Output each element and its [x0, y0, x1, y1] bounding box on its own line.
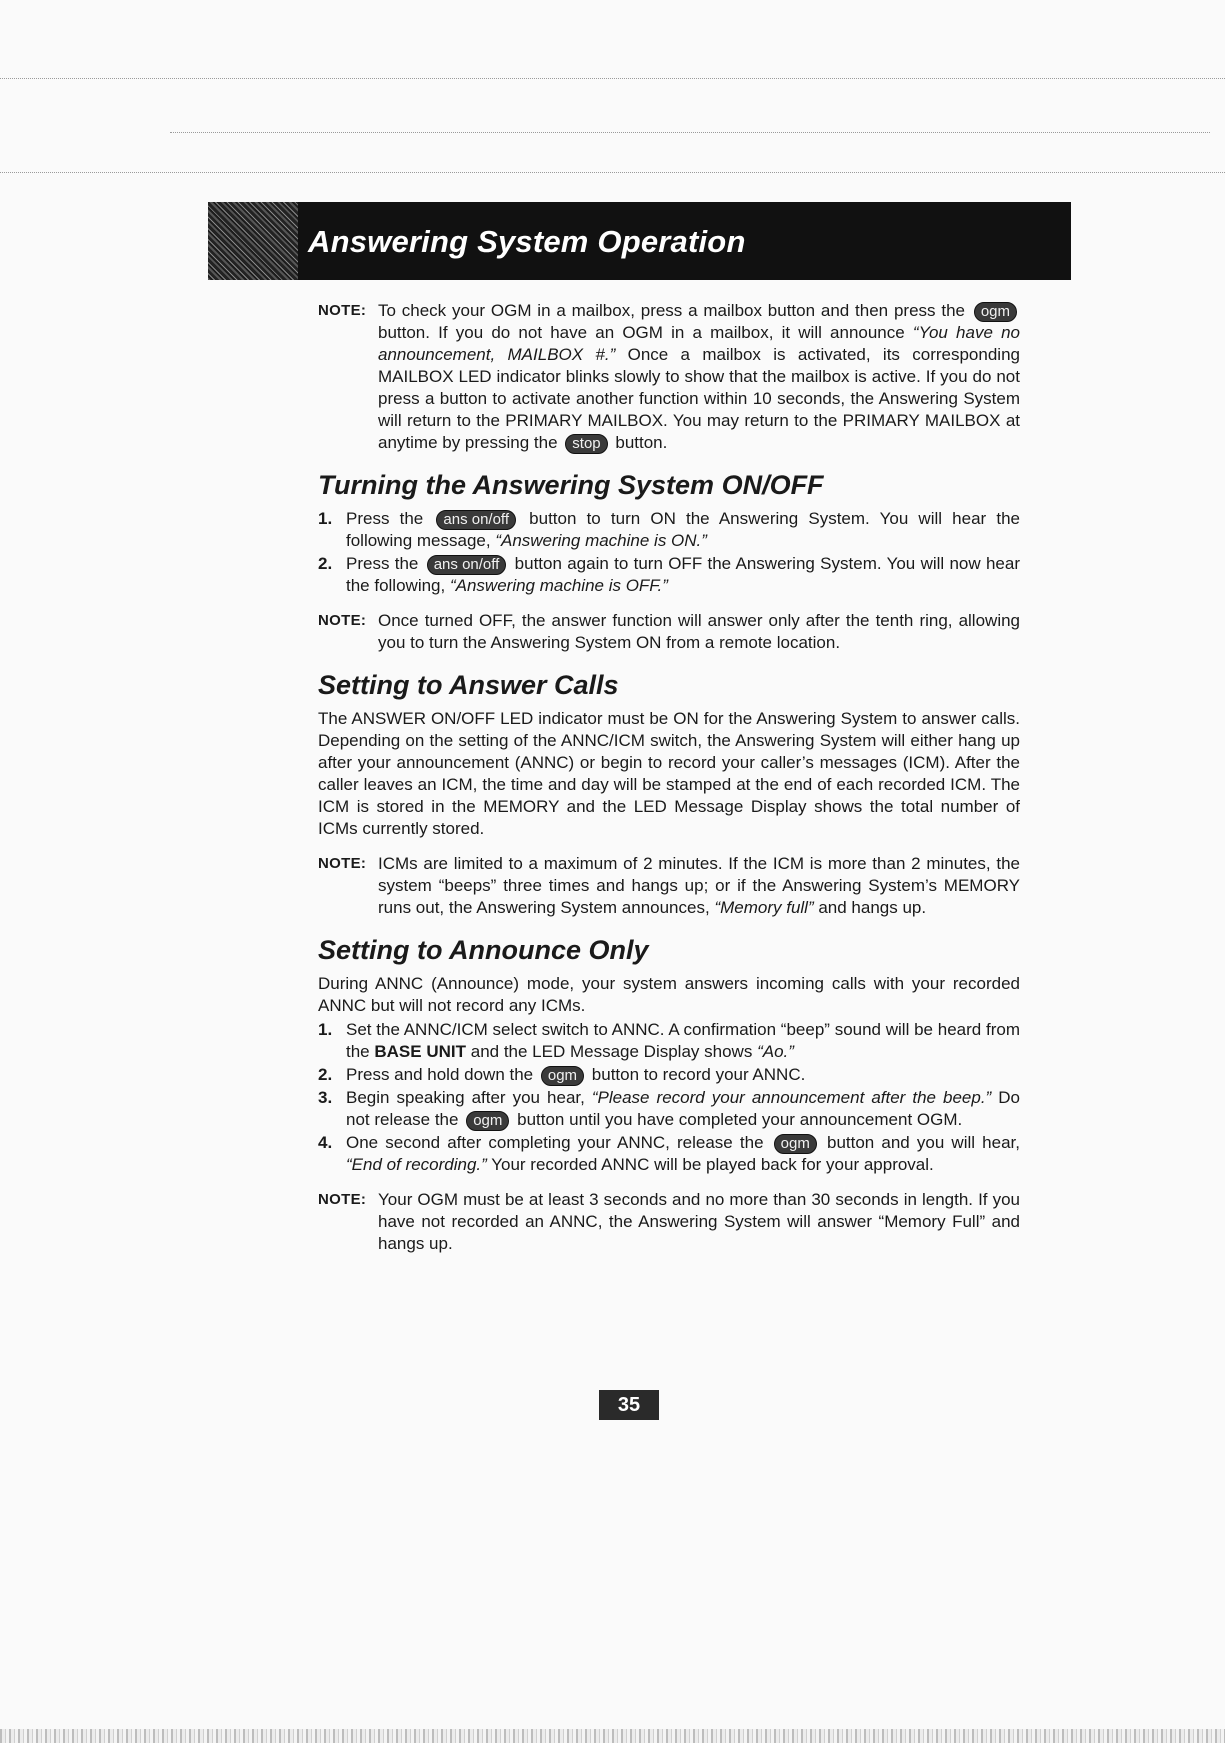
note-label: NOTE:: [318, 302, 367, 319]
step-text: button to turn ON the Answering System. You will hear the following message,: [346, 509, 1020, 550]
header-texture-graphic: [208, 202, 298, 280]
step-text: Press the: [346, 509, 424, 528]
note-body: [378, 853, 1020, 919]
section-header-bar: [208, 202, 1071, 280]
step-text: button again to turn OFF the Answering System. You will now hear the following,: [346, 554, 1020, 595]
answer-calls-paragraph: The ANSWER ON/OFF LED indicator must be ON for the Answering System to answer calls. Depending on the setting of the ANNC/ICM switch, the Answering System will either hang up after your announcement (ANNC) or begin to record your caller’s messages (ICM). After the caller leaves an ICM, the time and day will be stamped at the end of each recorded ICM. The ICM is stored in the MEMORY and the LED Message Display shows the total number of ICMs currently stored.: [318, 709, 1020, 838]
step-number: 1.: [318, 1020, 333, 1039]
note-italic-text: “You have no announcement, MAILBOX #.”: [378, 323, 1020, 364]
note-text: ICMs are limited to a maximum of 2 minutes. If the ICM is more than 2 minutes, the system “beeps” three times and hangs up; or if the Answering System’s MEMORY runs out, the Answering System announces,: [378, 854, 1020, 917]
ogm-button-icon: ogm: [541, 1066, 584, 1086]
note-label: NOTE:: [318, 1191, 367, 1208]
heading-answer-calls: Setting to Answer Calls: [318, 670, 619, 700]
scan-artifact-line: [170, 132, 1210, 133]
list-item: [318, 553, 1020, 597]
on-off-steps: [318, 508, 1020, 597]
note-body: [378, 300, 1020, 454]
step-italic-text: “Answering machine is ON.”: [495, 531, 707, 550]
note-ogm-mailbox: [318, 300, 1020, 454]
step-text: One second after completing your ANNC, release the: [346, 1133, 764, 1152]
announce-steps: [318, 1019, 1020, 1176]
step-body: [346, 553, 1020, 597]
step-italic-text: “Ao.”: [757, 1042, 794, 1061]
page-content: [318, 300, 1020, 1268]
step-text: Your recorded ANNC will be played back for your approval.: [491, 1155, 934, 1174]
step-number: 4.: [318, 1133, 333, 1152]
step-text: Press and hold down the: [346, 1065, 534, 1084]
note-text: Once a mailbox is activated, its corresponding MAILBOX LED indicator blinks slowly to show that the mailbox is active. If you do not press a button to activate another function within 10 seconds, the Answering System will return to the PRIMARY MAILBOX. You may return to the PRIMARY MAILBOX at anytime by pressing the: [378, 345, 1020, 452]
ogm-button-icon: ogm: [774, 1134, 817, 1154]
step-number: 2.: [318, 1065, 333, 1084]
note-turned-off: [318, 610, 1020, 654]
step-text: Begin speaking after you hear,: [346, 1088, 585, 1107]
note-label: NOTE:: [318, 855, 367, 872]
note-icm-limit: [318, 853, 1020, 919]
list-item: [318, 1132, 1020, 1176]
step-italic-text: “Answering machine is OFF.”: [449, 576, 668, 595]
note-ogm-length: [318, 1189, 1020, 1255]
step-number: 2.: [318, 554, 333, 573]
ans-on-off-button-icon: ans on/off: [436, 510, 516, 530]
announce-only-paragraph: During ANNC (Announce) mode, your system answers incoming calls with your recorded ANNC but will not record any ICMs.: [318, 974, 1020, 1015]
list-item: [318, 1019, 1020, 1063]
step-text: Do not release the: [346, 1088, 1020, 1129]
page-number: 35: [599, 1390, 659, 1420]
scan-artifact-noise: [0, 1729, 1225, 1743]
step-body: [346, 1132, 1020, 1176]
step-number: 3.: [318, 1088, 333, 1107]
note-body: Your OGM must be at least 3 seconds and no more than 30 seconds in length. If you have not recorded an ANNC, the Answering System will answer “Memory Full” and hangs up.: [378, 1190, 1020, 1253]
scan-artifact-line: [0, 78, 1225, 79]
step-bold-text: BASE UNIT: [374, 1042, 466, 1061]
heading-turning-on-off: Turning the Answering System ON/OFF: [318, 470, 824, 500]
step-body: [346, 508, 1020, 552]
step-number: 1.: [318, 509, 333, 528]
step-italic-text: “Please record your announcement after the beep.”: [591, 1088, 992, 1107]
step-body: [346, 1064, 1020, 1086]
note-text: button. If you do not have an OGM in a mailbox, it will announce: [378, 323, 905, 342]
ogm-button-icon: ogm: [974, 302, 1017, 322]
note-text: To check your OGM in a mailbox, press a mailbox button and then press the: [378, 301, 965, 320]
list-item: [318, 1064, 1020, 1086]
note-body: Once turned OFF, the answer function will answer only after the tenth ring, allowing you to turn the Answering System ON from a remote location.: [378, 611, 1020, 652]
ans-on-off-button-icon: ans on/off: [427, 555, 507, 575]
step-body: [346, 1019, 1020, 1063]
note-text: and hangs up.: [818, 898, 927, 917]
note-text: button.: [615, 433, 668, 452]
step-text: and the LED Message Display shows: [470, 1042, 753, 1061]
step-text: button to record your ANNC.: [591, 1065, 806, 1084]
step-text: button until you have completed your announcement OGM.: [517, 1110, 963, 1129]
list-item: [318, 508, 1020, 552]
step-body: [346, 1087, 1020, 1131]
heading-announce-only: Setting to Announce Only: [318, 935, 649, 965]
scan-artifact-line: [0, 172, 1225, 173]
page-title: Answering System Operation: [308, 224, 746, 259]
note-label: NOTE:: [318, 612, 367, 629]
step-italic-text: “End of recording.”: [346, 1155, 487, 1174]
step-text: Press the: [346, 554, 419, 573]
note-italic-text: “Memory full”: [714, 898, 814, 917]
list-item: [318, 1087, 1020, 1131]
step-text: Set the ANNC/ICM select switch to ANNC. A confirmation “beep” sound will be heard from the: [346, 1020, 1020, 1061]
ogm-button-icon: ogm: [466, 1111, 509, 1131]
stop-button-icon: stop: [565, 434, 607, 454]
step-text: button and you will hear,: [827, 1133, 1020, 1152]
